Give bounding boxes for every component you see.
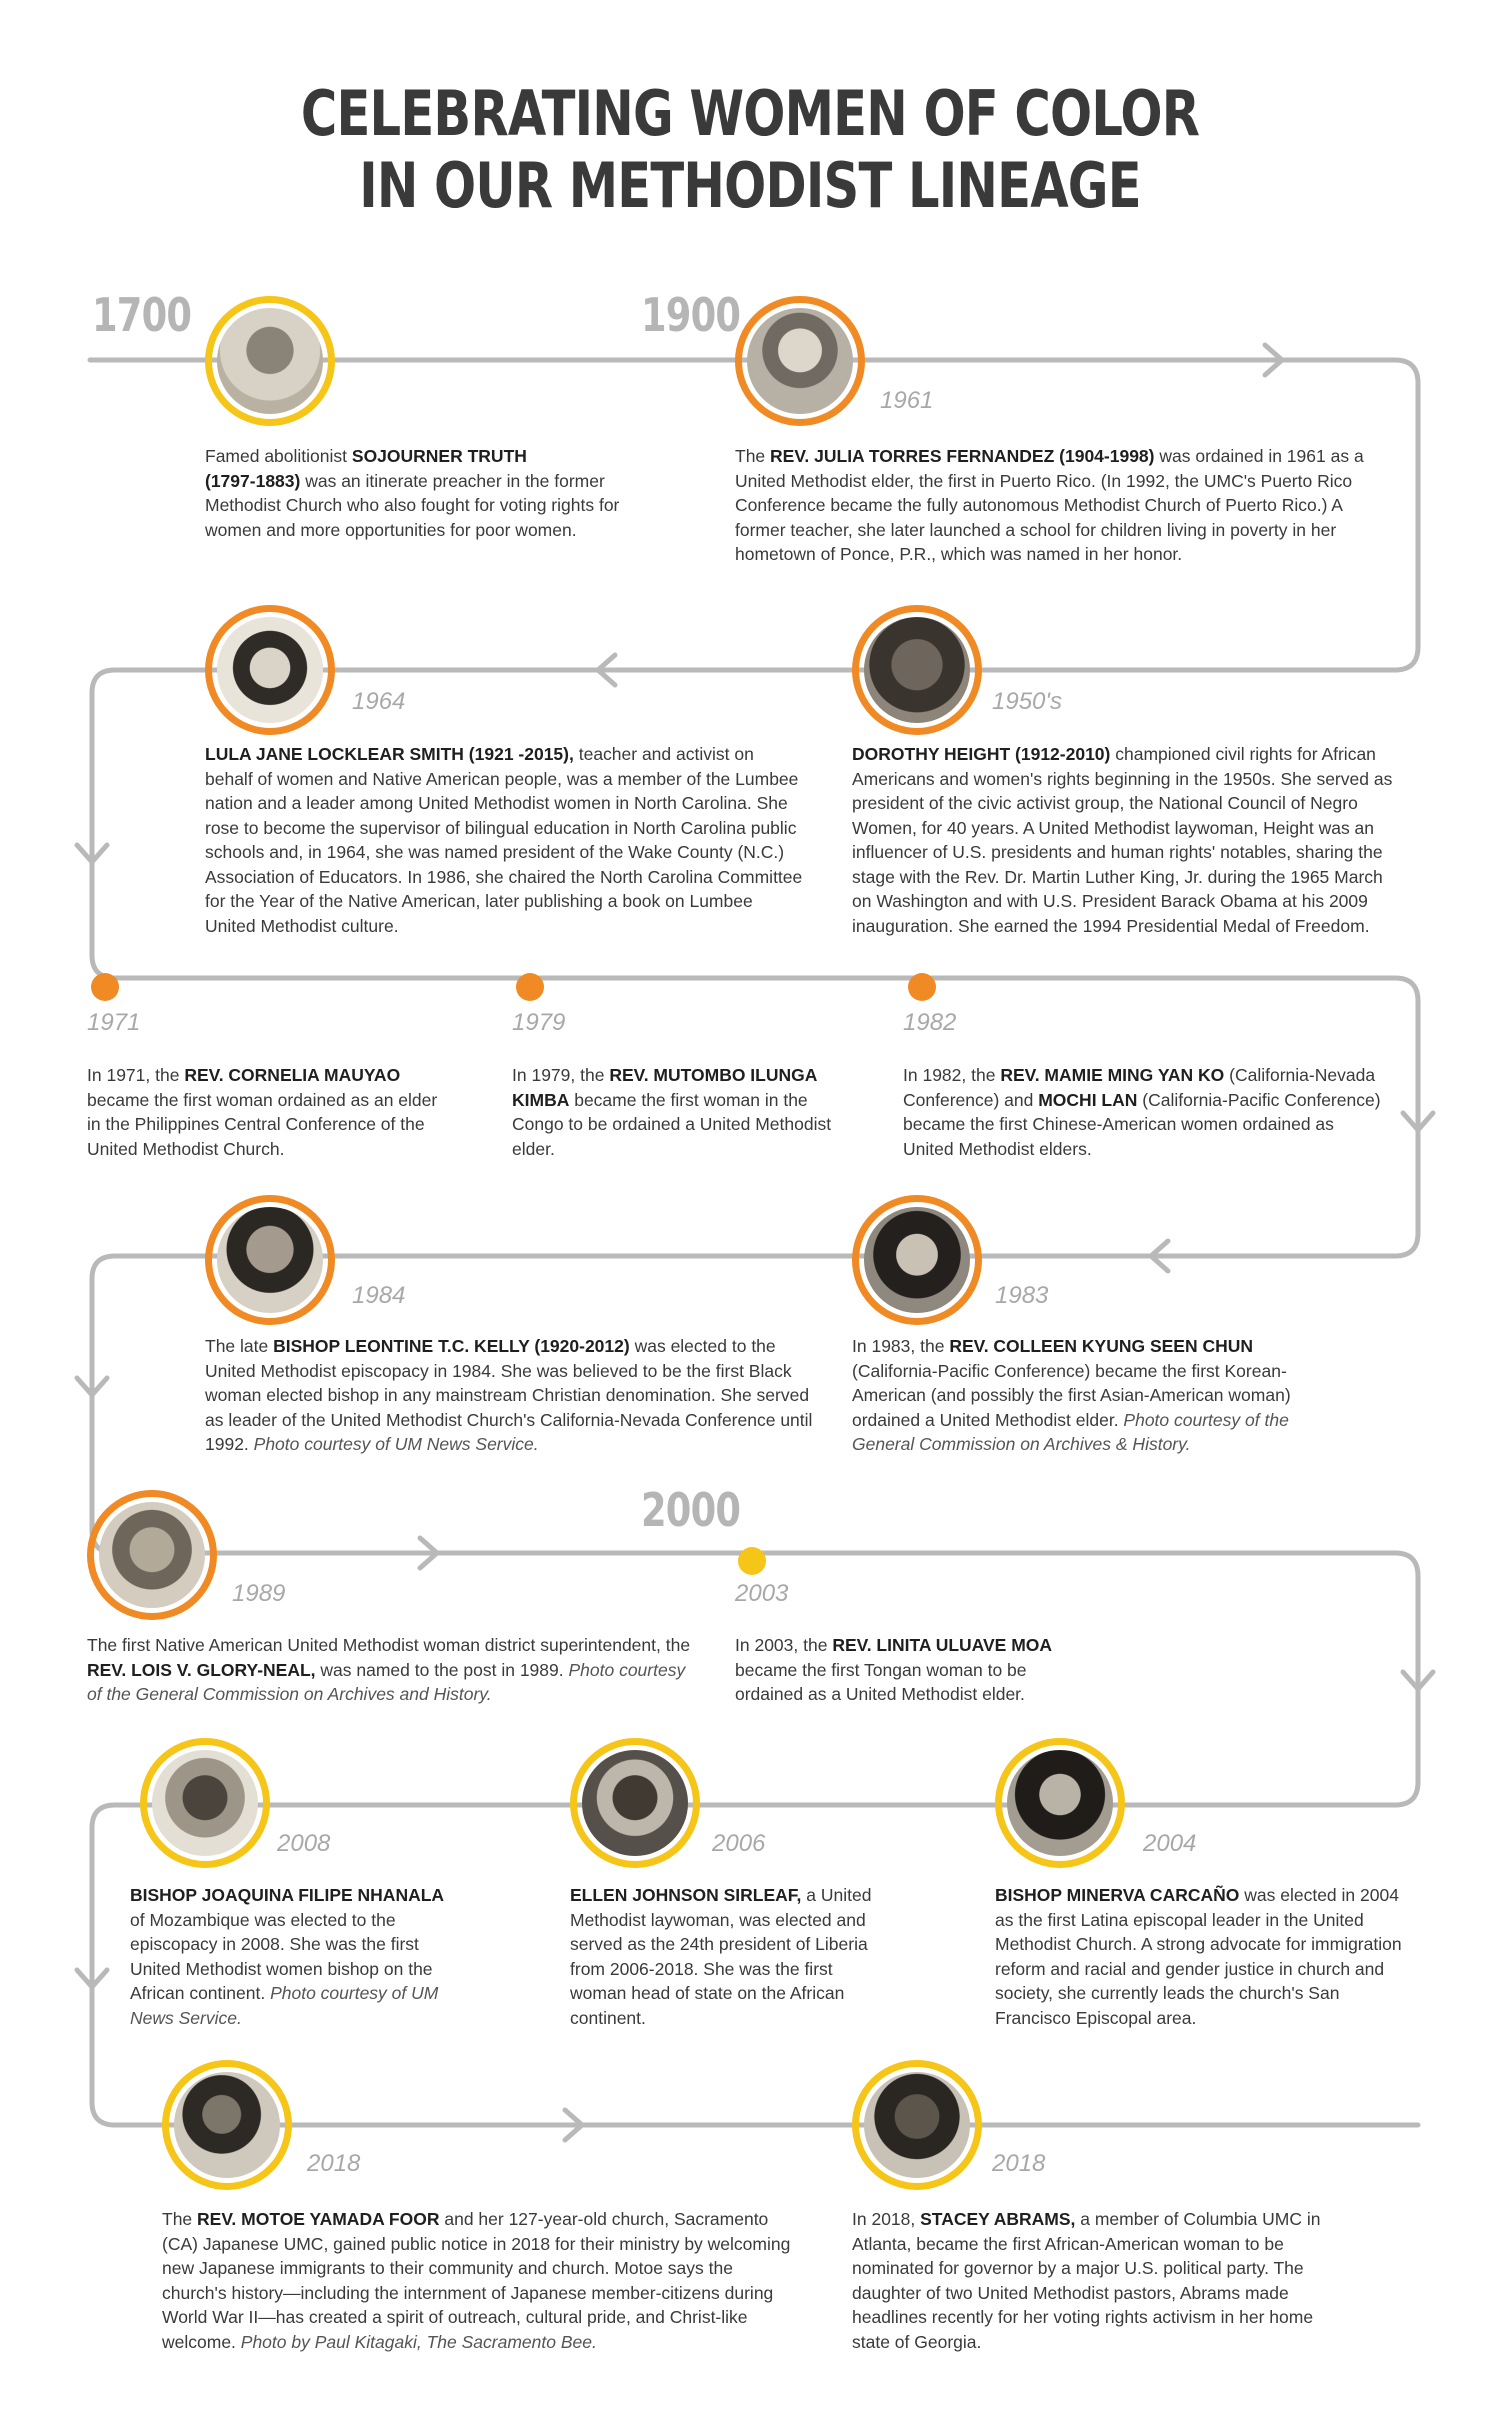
portrait-dorothy-height xyxy=(852,605,982,735)
year-label-1983: 1983 xyxy=(995,1282,1049,1309)
year-label-2018-abrams: 2018 xyxy=(992,2150,1046,2177)
year-label-1984: 1984 xyxy=(352,1282,406,1309)
entry-joaquina-filipe-nhanala: BISHOP JOAQUINA FILIPE NHANALA of Mozambique was elected to the episcopacy in 2008. She was the first United Methodist women bishop on the African continent. Photo courtesy of UM News Service. xyxy=(130,1885,445,2028)
page-title xyxy=(150,78,1350,222)
portrait-stacey-abrams xyxy=(852,2060,982,2190)
timeline-dot-2003 xyxy=(738,1547,766,1575)
year-label-2004: 2004 xyxy=(1143,1830,1197,1857)
era-label-2000: 2000 xyxy=(641,1483,741,1537)
year-label-2018-foor: 2018 xyxy=(307,2150,361,2177)
portrait-joaquina-filipe-nhanala xyxy=(140,1738,270,1868)
year-label-2008: 2008 xyxy=(277,1830,331,1857)
portrait-colleen-kyung-seen-chun xyxy=(852,1195,982,1325)
portrait-motoe-yamada-foor xyxy=(162,2060,292,2190)
portrait-sojourner-truth xyxy=(205,296,335,426)
entry-leontine-kelly: The late BISHOP LEONTINE T.C. KELLY (1920-2012) was elected to the United Methodist episcopacy in 1984. She was believed to be the first Black woman elected bishop in any mainstream Christian denomination. She served as leader of the United Methodist Church's California-Nevada Conference until 1992. Photo courtesy of UM News Service. xyxy=(205,1336,813,1454)
entry-dorothy-height: DOROTHY HEIGHT (1912-2010) championed civil rights for African Americans and women's rights beginning in the 1950s. She served as president of the civic activist group, the National Council of Negro Women, for 40 years. A United Methodist laywoman, Height was an influencer of U.S. presidents and human rights' notables, sharing the stage with the Rev. Dr. Martin Luther King, Jr. during the 1965 March on Washington and with U.S. President Barack Obama at his 2009 inauguration. She earned the 1994 Presidential Medal of Freedom. xyxy=(852,744,1393,936)
timeline-dot-1982 xyxy=(908,973,936,1001)
portrait-julia-torres-fernandez xyxy=(735,296,865,426)
entry-mutombo-ilunga-kimba: In 1979, the REV. MUTOMBO ILUNGA KIMBA became the first woman in the Congo to be ordained a United Methodist elder. xyxy=(512,1065,832,1159)
entry-lula-jane-locklear-smith: LULA JANE LOCKLEAR SMITH (1921 -2015), teacher and activist on behalf of women and Native American people, was a member of the Lumbee nation and a leader among United Methodist women in North Carolina. She rose to become the supervisor of bilingual education in North Carolina public schools and, in 1964, she was named president of the Wake County (N.C.) Association of Educators. In 1986, she chaired the North Carolina Committee for the Year of the Native American, later publishing a book on Lumbee United Methodist culture. xyxy=(205,744,803,936)
entry-cornelia-mauyao: In 1971, the REV. CORNELIA MAUYAO became the first woman ordained as an elder in the Philippines Central Conference of the United Methodist Church. xyxy=(87,1065,438,1159)
entry-colleen-kyung-seen-chun: In 1983, the REV. COLLEEN KYUNG SEEN CHUN (California-Pacific Conference) became the first Korean-American (and possibly the first Asian-American woman) ordained a United Methodist elder. Photo courtesy of the General Commission on Archives & History. xyxy=(852,1336,1291,1454)
entry-stacey-abrams: In 2018, STACEY ABRAMS, a member of Columbia UMC in Atlanta, became the first African-American woman to be nominated for governor by a major U.S. political party. The daughter of two United Methodist pastors, Abrams made headlines recently for her voting rights activism in her home state of Georgia. xyxy=(852,2209,1321,2352)
portrait-minerva-carcano xyxy=(995,1738,1125,1868)
entry-julia-torres-fernandez: The REV. JULIA TORRES FERNANDEZ (1904-1998) was ordained in 1961 as a United Methodist elder, the first in Puerto Rico. (In 1992, the UMC's Puerto Rico Conference became the fully autonomous Methodist Church of Puerto Rico.) A former teacher, she later launched a school for children living in poverty in her hometown of Ponce, P.R., which was named in her honor. xyxy=(735,446,1364,564)
entry-lois-glory-neal: The first Native American United Methodist woman district superintendent, the REV. LOIS V. GLORY-NEAL, was named to the post in 1989. Photo courtesy of the General Commission on Archives and History. xyxy=(87,1635,691,1704)
year-label-2006: 2006 xyxy=(712,1830,766,1857)
portrait-ellen-johnson-sirleaf xyxy=(570,1738,700,1868)
entry-ellen-johnson-sirleaf: ELLEN JOHNSON SIRLEAF, a United Methodist laywoman, was elected and served as the 24th president of Liberia from 2006-2018. She was the first woman head of state on the African continent. xyxy=(570,1885,872,2028)
year-label-2003: 2003 xyxy=(735,1580,789,1607)
entry-sojourner-truth: Famed abolitionist SOJOURNER TRUTH (1797-1883) was an itinerate preacher in the former Methodist Church who also fought for voting rights for women and more opportunities for poor women. xyxy=(205,446,620,540)
year-label-1950s: 1950's xyxy=(992,688,1062,715)
year-label-1961: 1961 xyxy=(880,387,934,414)
entry-linita-uluave-moa: In 2003, the REV. LINITA ULUAVE MOA became the first Tongan woman to be ordained as a United Methodist elder. xyxy=(735,1635,1053,1704)
year-label-1979: 1979 xyxy=(512,1009,566,1036)
year-label-1982: 1982 xyxy=(903,1009,957,1036)
title-line-1: CELEBRATING WOMEN OF COLOR xyxy=(300,77,1200,150)
year-label-1964: 1964 xyxy=(352,688,406,715)
portrait-lula-jane-locklear-smith xyxy=(205,605,335,735)
portrait-lois-glory-neal xyxy=(87,1490,217,1620)
entry-minerva-carcano: BISHOP MINERVA CARCAÑO was elected in 2004 as the first Latina episcopal leader in the United Methodist Church. A strong advocate for immigration reform and racial and gender justice in church and society, she currently leads the church's San Francisco Episcopal area. xyxy=(995,1885,1402,2028)
entry-mamie-ming-yan-ko: In 1982, the REV. MAMIE MING YAN KO (California-Nevada Conference) and MOCHI LAN (California-Pacific Conference) became the first Chinese-American women ordained as United Methodist elders. xyxy=(903,1065,1381,1159)
era-label-1900: 1900 xyxy=(641,288,741,342)
portrait-leontine-kelly xyxy=(205,1195,335,1325)
era-label-1700: 1700 xyxy=(92,288,192,342)
entry-motoe-yamada-foor: The REV. MOTOE YAMADA FOOR and her 127-year-old church, Sacramento (CA) Japanese UMC, gained public notice in 2018 for their ministry by welcoming new Japanese immigrants to their community and church. Motoe says the church's history—including the internment of Japanese member-citizens during World War II—has created a spirit of outreach, cultural pride, and Christ-like welcome. Photo by Paul Kitagaki, The Sacramento Bee. xyxy=(162,2209,791,2352)
year-label-1989: 1989 xyxy=(232,1580,286,1607)
timeline-dot-1971 xyxy=(91,973,119,1001)
timeline-dot-1979 xyxy=(516,973,544,1001)
year-label-1971: 1971 xyxy=(87,1009,141,1036)
title-line-2: IN OUR METHODIST LINEAGE xyxy=(359,149,1141,222)
